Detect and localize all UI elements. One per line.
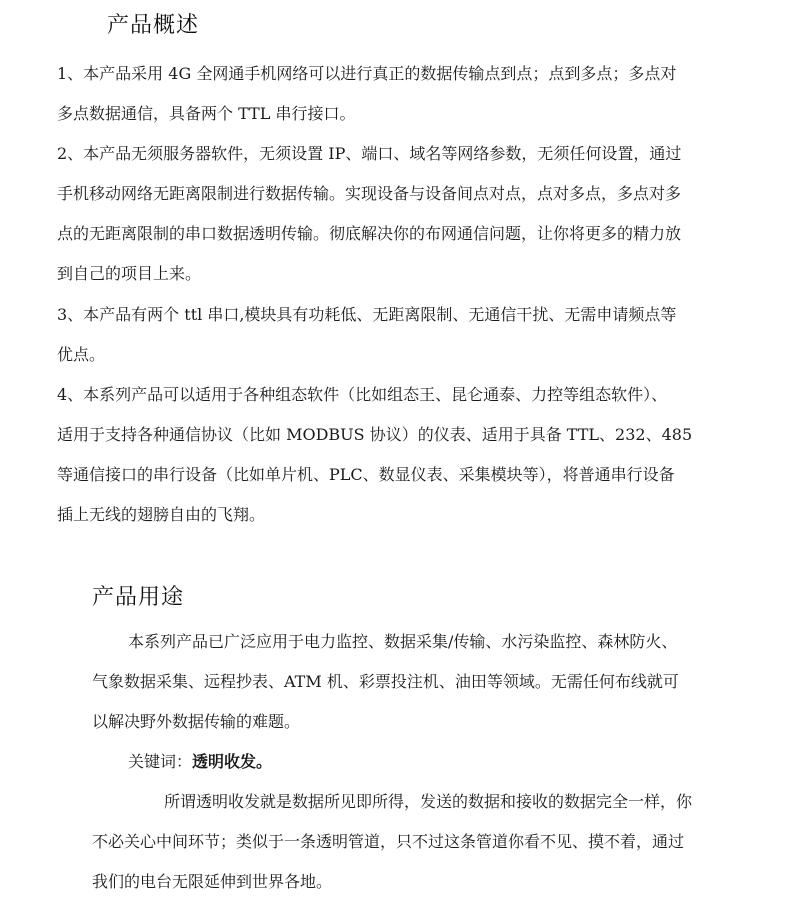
text-line: 1、本产品采用 4G 全网通手机网络可以进行真正的数据传输点到点；点到多点；多点对: [57, 64, 677, 83]
overview-paragraph-4: [57, 375, 773, 535]
keywords-value: 透明收发。: [192, 752, 273, 771]
text-line: 点的无距离限制的串口数据透明传输。彻底解决你的布网通信问题，让你将更多的精力放: [57, 224, 682, 243]
text-line: 本系列产品已广泛应用于电力监控、数据采集/传输、水污染监控、森林防火、: [128, 632, 678, 651]
keywords-row: [92, 742, 772, 782]
transparent-transfer-paragraph: [92, 782, 772, 902]
text-line: 2、本产品无须服务器软件，无须设置 IP、端口、域名等网络参数，无须任何设置，通过: [57, 144, 682, 163]
text-line: 3、本产品有两个 ttl 串口,模块具有功耗低、无距离限制、无通信干扰、无需申请频点等: [57, 305, 677, 324]
keywords-label: 关键词：: [128, 752, 193, 771]
text-line: 适用于支持各种通信协议（比如 MODBUS 协议）的仪表、适用于具备 TTL、232、485: [57, 425, 693, 444]
text-line: 到自己的项目上来。: [57, 264, 202, 283]
text-line: 插上无线的翅膀自由的飞翔。: [57, 505, 266, 524]
text-line: 我们的电台无限延伸到世界各地。: [92, 872, 333, 891]
text-line: 优点。: [57, 345, 106, 364]
text-line: 不必关心中间环节；类似于一条透明管道，只不过这条管道你看不见、摸不着，通过: [92, 832, 685, 851]
text-line: 多点数据通信，具备两个 TTL 串行接口。: [57, 104, 356, 123]
section-title-overview: 产品概述: [107, 13, 200, 38]
text-line: 气象数据采集、远程抄表、ATM 机、彩票投注机、油田等领域。无需任何布线就可: [92, 672, 679, 691]
keywords-line: [92, 742, 772, 782]
overview-paragraph-2: [57, 134, 773, 294]
section-title-usage: 产品用途: [92, 585, 185, 610]
text-line: 以解决野外数据传输的难题。: [92, 712, 301, 731]
usage-paragraph: [92, 622, 772, 742]
text-line: 4、本系列产品可以适用于各种组态软件（比如组态王、昆仑通泰、力控等组态软件）、: [57, 385, 668, 404]
text-line: 所谓透明收发就是数据所见即所得，发送的数据和接收的数据完全一样，你: [164, 792, 693, 811]
overview-paragraph-3: [57, 295, 773, 375]
overview-paragraph-1: [57, 54, 773, 134]
text-line: 手机移动网络无距离限制进行数据传输。实现设备与设备间点对点，点对多点，多点对多: [57, 184, 682, 203]
text-line: 等通信接口的串行设备（比如单片机、PLC、数显仪表、采集模块等），将普通串行设备: [57, 465, 675, 484]
